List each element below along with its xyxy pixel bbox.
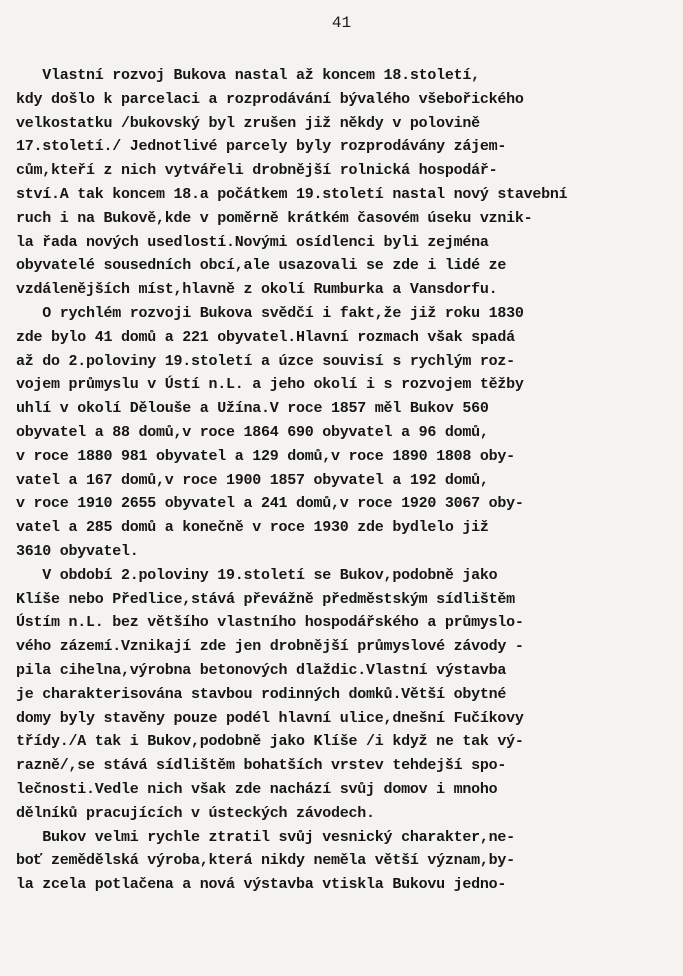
text-line: Vlastní rozvoj Bukova nastal až koncem 18.století, [16, 67, 480, 84]
text-line: vatel a 167 domů,v roce 1900 1857 obyvatel a 192 domů, [16, 471, 489, 489]
text-line: O rychlém rozvoji Bukova svědčí i fakt,že již roku 1830 [16, 304, 524, 322]
text-line: Bukov velmi rychle ztratil svůj vesnický charakter,ne- [16, 828, 515, 846]
text-line: zde bylo 41 domů a 221 obyvatel.Hlavní rozmach však spadá [16, 328, 515, 346]
text-line: razně/,se stává sídlištěm bohatších vrstev tehdejší spo- [16, 757, 507, 775]
text-line: boť zemědělská výroba,která nikdy neměla větší význam,by- [16, 852, 515, 870]
text-line: dělníků pracujících v ústeckých závodech. [16, 804, 375, 822]
text-line: obyvatel a 88 domů,v roce 1864 690 obyvatel a 96 domů, [16, 423, 489, 441]
page-number: 41 [331, 14, 352, 32]
text-line: vého zázemí.Vznikají zde jen drobnější průmyslové závody - [16, 638, 524, 656]
text-line: Ústím n.L. bez většího vlastního hospodářského a průmyslo- [16, 614, 524, 632]
text-line: vzdálenějších míst,hlavně z okolí Rumburka a Vansdorfu. [16, 281, 498, 299]
text-line: V období 2.poloviny 19.století se Bukov,podobně jako [16, 566, 498, 584]
text-line: 17.století./ Jednotlivé parcely byly rozprodávány zájem- [16, 138, 507, 156]
text-line: vojem průmyslu v Ústí n.L. a jeho okolí i s rozvojem těžby [16, 376, 524, 394]
text-line: kdy došlo k parcelaci a rozprodávání bývalého všebořického [16, 90, 524, 108]
text-line: v roce 1910 2655 obyvatel a 241 domů,v roce 1920 3067 oby- [16, 495, 524, 513]
text-line: uhlí v okolí Dělouše a Užína.V roce 1857 měl Bukov 560 [16, 400, 489, 418]
text-line: 3610 obyvatel. [16, 542, 139, 560]
text-line: cům,kteří z nich vytvářeli drobnější rolnická hospodář- [16, 162, 498, 180]
text-line: pila cihelna,výrobna betonových dlaždic.Vlastní výstavba [16, 661, 507, 679]
text-line: vatel a 285 domů a konečně v roce 1930 zde bydlelo již [16, 519, 489, 537]
text-line: la řada nových usedlostí.Novými osídlenci byli zejména [16, 233, 489, 251]
text-line: třídy./A tak i Bukov,podobně jako Klíše /i když ne tak vý- [16, 733, 524, 751]
text-line: lečnosti.Vedle nich však zde nachází svůj domov i mnoho [16, 780, 498, 798]
text-line: domy byly stavěny pouze podél hlavní ulice,dnešní Fučíkovy [16, 709, 524, 727]
text-line: až do 2.poloviny 19.století a úzce souvisí s rychlým roz- [16, 352, 515, 370]
text-line: ruch i na Bukově,kde v poměrně krátkém časovém úseku vznik- [16, 209, 533, 227]
text-line: obyvatelé sousedních obcí,ale usazovali se zde i lidé ze [16, 257, 507, 275]
text-line: je charakterisována stavbou rodinných domků.Větší obytné [16, 685, 507, 703]
text-line: velkostatku /bukovský byl zrušen již někdy v polovině [16, 114, 480, 132]
body-text [16, 64, 676, 897]
text-line: Klíše nebo Předlice,stává převážně předměstským sídlištěm [16, 590, 515, 608]
text-line: ství.A tak koncem 18.a počátkem 19.století nastal nový stavební [16, 185, 568, 203]
text-line: la zcela potlačena a nová výstavba vtiskla Bukovu jedno- [16, 876, 507, 894]
text-line: v roce 1880 981 obyvatel a 129 domů,v roce 1890 1808 oby- [16, 447, 515, 465]
